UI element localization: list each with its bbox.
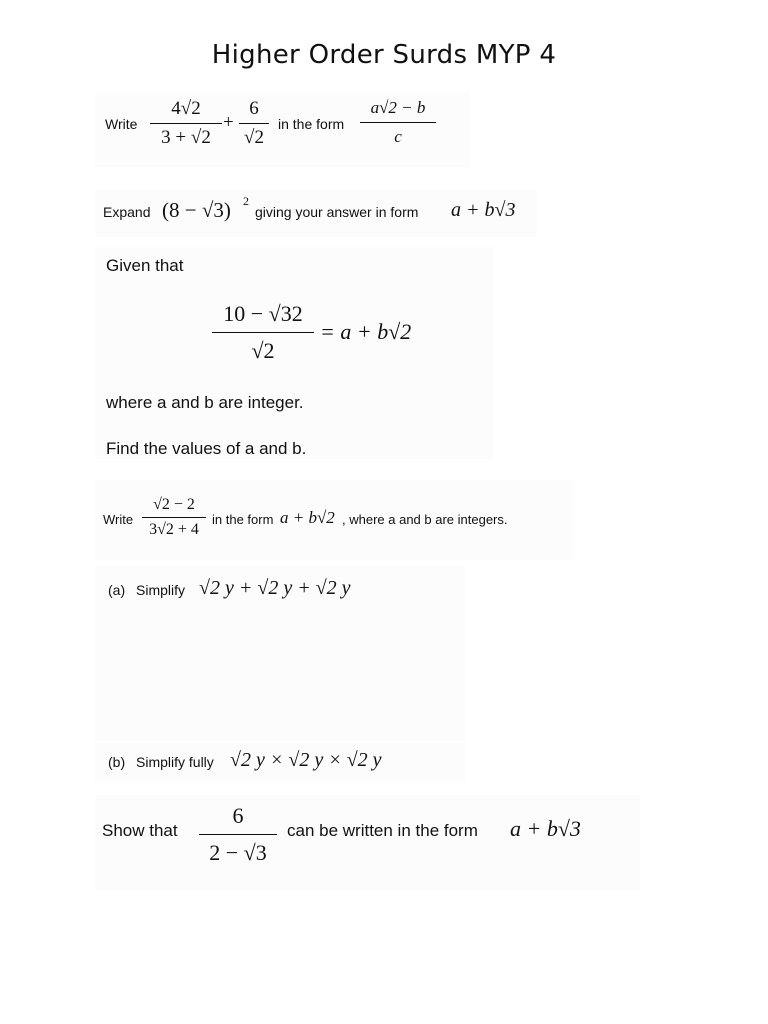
q4-write-label: Write xyxy=(103,512,134,527)
q1-fraction-2 xyxy=(239,98,269,149)
q4-tail-text: , where a and b are integers. xyxy=(342,512,508,527)
question-6-panel xyxy=(95,742,465,782)
q4-in-the-form: in the form xyxy=(212,512,274,527)
q7-denominator: 2 − √3 xyxy=(209,840,267,865)
q3-where-text: where a and b are integer. xyxy=(106,393,304,412)
q1-fraction-1-denominator: 3 + √2 xyxy=(161,127,211,148)
q1-in-the-form: in the form xyxy=(278,116,345,132)
q3-fraction xyxy=(212,301,314,364)
q1-fraction-1-numerator: 4√2 xyxy=(171,98,201,119)
q2-exponent: 2 xyxy=(243,194,249,208)
q7-show-label: Show that xyxy=(102,821,178,840)
q2-giving-text: giving your answer in form xyxy=(255,204,419,220)
fraction-bar xyxy=(199,834,277,835)
q3-denominator: √2 xyxy=(251,338,275,363)
question-2-panel xyxy=(95,190,537,237)
q7-can-text: can be written in the form xyxy=(287,821,478,840)
q6-simplify-label: Simplify fully xyxy=(136,754,214,770)
fraction-bar xyxy=(212,332,314,333)
q4-form: a + b√2 xyxy=(280,508,335,527)
q4-numerator: √2 − 2 xyxy=(153,496,195,513)
q6-part-label: (b) xyxy=(108,754,126,770)
question-4-panel xyxy=(95,480,575,560)
q1-form-numerator: a√2 − b xyxy=(370,98,426,117)
q1-plus: + xyxy=(223,112,234,133)
q3-rhs: = a + b√2 xyxy=(320,319,412,344)
q2-form: a + b√3 xyxy=(451,199,516,221)
page-title: Higher Order Surds MYP 4 xyxy=(211,40,557,70)
q2-expand-label: Expand xyxy=(103,204,151,220)
q4-fraction xyxy=(142,496,206,539)
q3-numerator: 10 − √32 xyxy=(223,301,303,326)
q5-part-label: (a) xyxy=(108,582,126,598)
q1-form-fraction xyxy=(360,98,436,147)
fraction-bar xyxy=(150,123,222,124)
q7-numerator: 6 xyxy=(232,803,244,828)
q1-fraction-2-numerator: 6 xyxy=(249,98,259,119)
q1-fraction-1 xyxy=(150,98,222,149)
q1-form-denominator: c xyxy=(394,127,402,146)
q7-fraction xyxy=(199,803,277,866)
q4-denominator: 3√2 + 4 xyxy=(149,521,199,538)
question-1-panel xyxy=(95,92,470,167)
question-7-panel xyxy=(95,795,640,890)
q5-simplify-label: Simplify xyxy=(136,582,186,598)
question-3-panel xyxy=(95,247,493,459)
q6-expression: √2 y × √2 y × √2 y xyxy=(230,749,382,771)
q2-expression: (8 − √3) xyxy=(162,198,231,222)
q5-expression: √2 y + √2 y + √2 y xyxy=(199,577,351,599)
fraction-bar xyxy=(142,517,206,518)
question-5-panel xyxy=(95,566,465,741)
q1-fraction-2-denominator: √2 xyxy=(244,127,264,148)
fraction-bar xyxy=(239,123,269,124)
q3-given-label: Given that xyxy=(106,256,184,275)
fraction-bar xyxy=(360,122,436,123)
q1-write-label: Write xyxy=(105,116,138,132)
q3-find-text: Find the values of a and b. xyxy=(106,439,307,458)
q7-form: a + b√3 xyxy=(510,816,581,841)
